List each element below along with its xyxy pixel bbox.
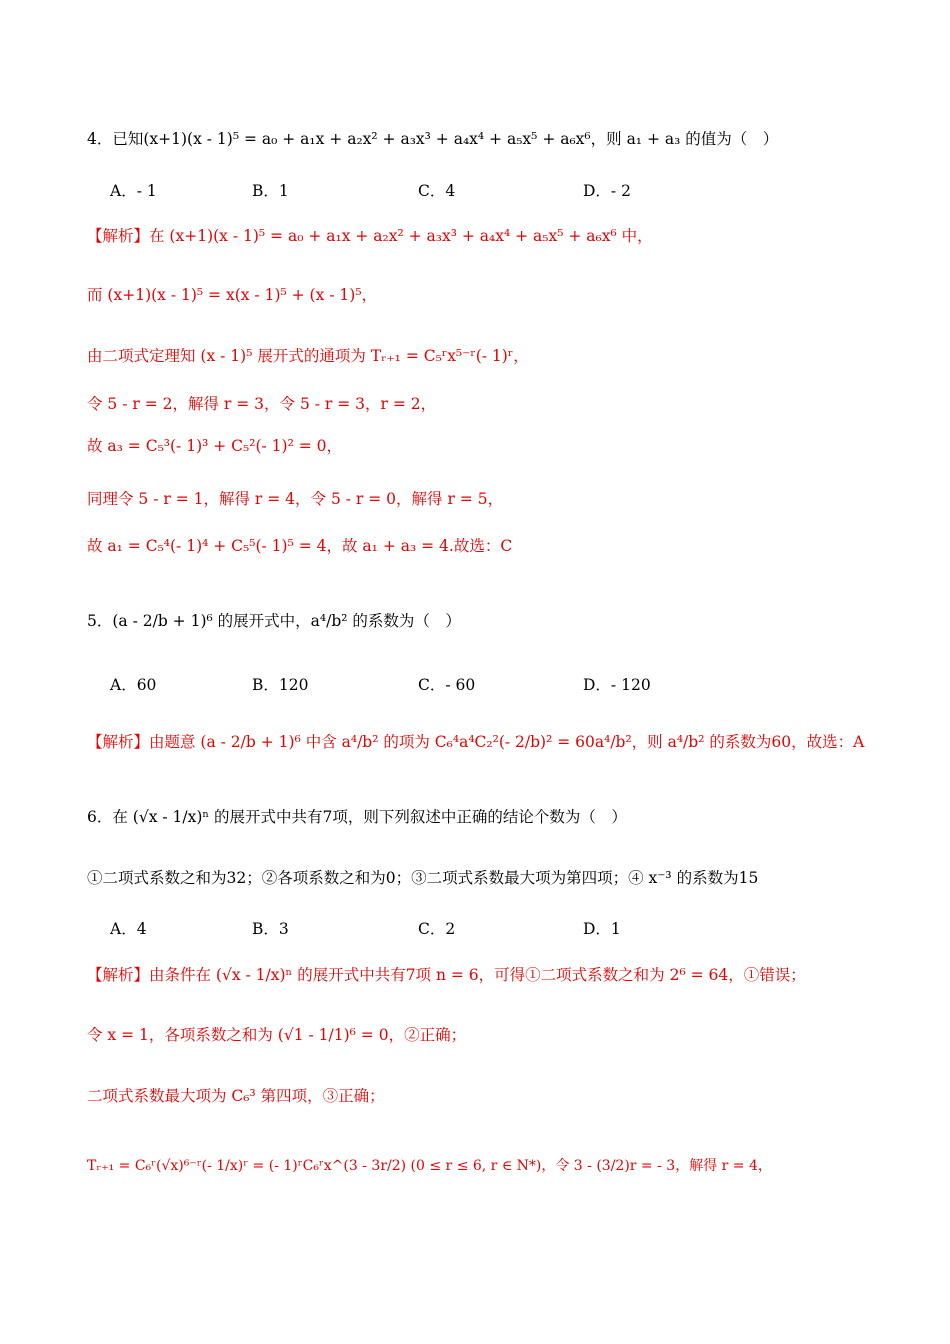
q4-analysis-line-2: 而 (x+1)(x - 1)⁵ = x(x - 1)⁵ + (x - 1)⁵，	[87, 286, 378, 304]
q4-option-a: A．- 1	[110, 182, 157, 200]
q4-analysis-line-6: 同理令 5 - r = 1，解得 r = 4，令 5 - r = 0，解得 r = 5，	[87, 490, 504, 508]
q5-analysis: 【解析】由题意 (a - 2/b + 1)⁶ 中含 a⁴/b² 的项为 C₆⁴a⁴C₂²(- 2/b)² = 60a⁴/b²，则 a⁴/b² 的系数为60，故选：A	[87, 733, 865, 751]
q5-stem: 5．(a - 2/b + 1)⁶ 的展开式中，a⁴/b² 的系数为（ ）	[87, 612, 461, 630]
q6-analysis-line-1: 【解析】由条件在 (√x - 1/x)ⁿ 的展开式中共有7项 n = 6，可得①二项式系数之和为 2⁶ = 64，①错误；	[87, 966, 806, 984]
q4-analysis-line-5: 故 a₃ = C₅³(- 1)³ + C₅²(- 1)² = 0，	[87, 437, 343, 455]
q4-analysis-line-7: 故 a₁ = C₅⁴(- 1)⁴ + C₅⁵(- 1)⁵ = 4，故 a₁ + a₃ = 4.故选：C	[87, 537, 513, 555]
q6-option-a: A．4	[110, 920, 147, 938]
q4-option-c: C．4	[418, 182, 456, 200]
q6-stem: 6．在 (√x - 1/x)ⁿ 的展开式中共有7项，则下列叙述中正确的结论个数为（ ）	[87, 808, 627, 826]
q5-option-b: B．120	[252, 676, 309, 694]
q5-option-d: D．- 120	[583, 676, 651, 694]
q6-option-c: C．2	[418, 920, 456, 938]
q6-option-b: B．3	[252, 920, 289, 938]
q6-statements: ①二项式系数之和为32；②各项系数之和为0；③二项式系数最大项为第四项；④ x⁻³ 的系数为15	[87, 869, 759, 887]
q6-analysis-line-3: 二项式系数最大项为 C₆³ 第四项，③正确；	[87, 1087, 385, 1105]
q6-analysis-line-2: 令 x = 1，各项系数之和为 (√1 - 1/1)⁶ = 0，②正确；	[87, 1026, 467, 1044]
q4-analysis-line-4: 令 5 - r = 2，解得 r = 3，令 5 - r = 3，r = 2，	[87, 395, 437, 413]
q4-option-d: D．- 2	[583, 182, 631, 200]
q4-option-b: B．1	[252, 182, 289, 200]
q4-stem: 4．已知(x+1)(x - 1)⁵ = a₀ + a₁x + a₂x² + a₃x³ + a₄x⁴ + a₅x⁵ + a₆x⁶，则 a₁ + a₃ 的值为（ ）	[87, 130, 779, 148]
q4-analysis-line-3: 由二项式定理知 (x - 1)⁵ 展开式的通项为 Tᵣ₊₁ = C₅ʳx⁵⁻ʳ(- 1)ʳ，	[87, 347, 529, 365]
q6-option-d: D．1	[583, 920, 621, 938]
q6-analysis-line-4: Tᵣ₊₁ = C₆ʳ(√x)⁶⁻ʳ(- 1/x)ʳ = (- 1)ʳC₆ʳx^(3 - 3r/2) (0 ≤ r ≤ 6, r ∈ N*)，令 3 - (3/2)r = - 3，解得 r = 4，	[87, 1158, 772, 1174]
q4-analysis-line-1: 【解析】在 (x+1)(x - 1)⁵ = a₀ + a₁x + a₂x² + a₃x³ + a₄x⁴ + a₅x⁵ + a₆x⁶ 中，	[87, 227, 653, 245]
q5-option-a: A．60	[110, 676, 157, 694]
q5-option-c: C．- 60	[418, 676, 476, 694]
